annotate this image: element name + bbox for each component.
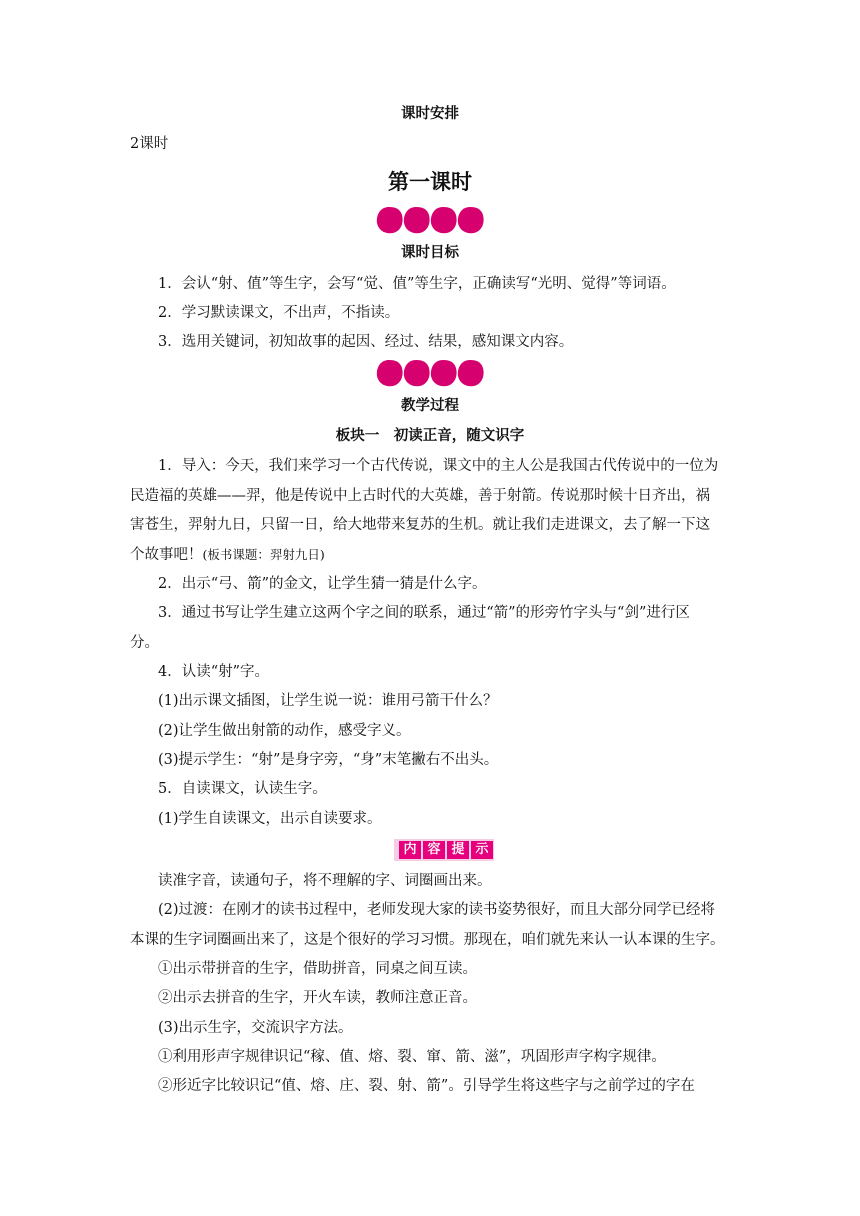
- schedule-value: 2课时: [130, 136, 169, 152]
- paragraph-line: 分。: [130, 635, 159, 651]
- paragraph-line: ②形近字比较识记“值、熔、庄、裂、射、箭”。引导学生将这些字与之前学过的字在: [158, 1078, 695, 1094]
- tip-char: 内: [399, 841, 421, 859]
- paragraph-line: (3)提示学生：“射”是身字旁，“身”末笔撇右不出头。: [158, 752, 499, 768]
- paragraph-line: 3．通过书写让学生建立这两个字之间的联系，通过“箭”的形旁竹字头与“剑”进行区: [158, 605, 690, 621]
- paragraph-line: [130, 545, 325, 565]
- flower-divider-icon: [0, 205, 860, 233]
- paragraph-text: 个故事吧！: [130, 547, 203, 563]
- flower-divider-icon: [0, 358, 860, 386]
- paragraph-line: ①利用形声字规律识记“稼、值、熔、裂、窜、箭、滋”，巩固形声字构字规律。: [158, 1049, 666, 1065]
- goals-heading: 课时目标: [401, 244, 459, 261]
- paragraph-line: 本课的生字词圈画出来了，这是个很好的学习习惯。那现在，咱们就先来认一认本课的生字。: [130, 932, 725, 948]
- schedule-heading: 课时安排: [401, 105, 459, 122]
- tip-char: 容: [423, 841, 445, 859]
- paragraph-line: ②出示去拼音的生字，开火车读，教师注意正音。: [158, 990, 477, 1006]
- goal-item: 1．会认“射、值”等生字，会写“觉、值”等生字，正确读写“光明、觉得”等词语。: [158, 276, 676, 292]
- paragraph-line: 5．自读课文，认读生字。: [158, 781, 327, 797]
- paragraph-line: (2)过渡：在刚才的读书过程中，老师发现大家的读书姿势很好，而且大部分同学已经将: [158, 902, 716, 918]
- paragraph-line: (1)学生自读课文，出示自读要求。: [158, 811, 382, 827]
- block-title: 板块一 初读正音，随文识字: [335, 427, 525, 444]
- paragraph-line: 1．导入：今天，我们来学习一个古代传说，课文中的主人公是我国古代传说中的一位为: [158, 458, 719, 474]
- paragraph-line: (1)出示课文插图，让学生说一说：谁用弓箭干什么？: [158, 693, 498, 709]
- board-note: (板书课题：羿射九日): [202, 547, 325, 562]
- goal-item: 2．学习默读课文，不出声，不指读。: [158, 305, 400, 321]
- lesson-title: 第一课时: [388, 170, 472, 194]
- paragraph-line: ①出示带拼音的生字，借助拼音，同桌之间互读。: [158, 961, 477, 977]
- paragraph-line: (2)让学生做出射箭的动作，感受字义。: [158, 723, 411, 739]
- paragraph-line: (3)出示生字，交流识字方法。: [158, 1020, 353, 1036]
- content-tip-badge: [394, 839, 494, 861]
- tip-char: 示: [471, 841, 493, 859]
- tip-text: 读准字音，读通句子，将不理解的字、词圈画出来。: [158, 873, 492, 889]
- goal-item: 3．选用关键词，初知故事的起因、经过、结果，感知课文内容。: [158, 334, 574, 350]
- paragraph-line: 2．出示“弓、箭”的金文，让学生猜一猜是什么字。: [158, 576, 487, 592]
- paragraph-line: 4．认读“射”字。: [158, 664, 270, 680]
- paragraph-line: 害苍生，羿射九日，只留一日，给大地带来复苏的生机。就让我们走进课文，去了解一下这: [130, 517, 710, 533]
- process-heading: 教学过程: [401, 397, 459, 414]
- paragraph-line: 民造福的英雄——羿，他是传说中上古时代的大英雄，善于射箭。传说那时候十日齐出，祸: [130, 488, 710, 504]
- tip-char: 提: [447, 841, 469, 859]
